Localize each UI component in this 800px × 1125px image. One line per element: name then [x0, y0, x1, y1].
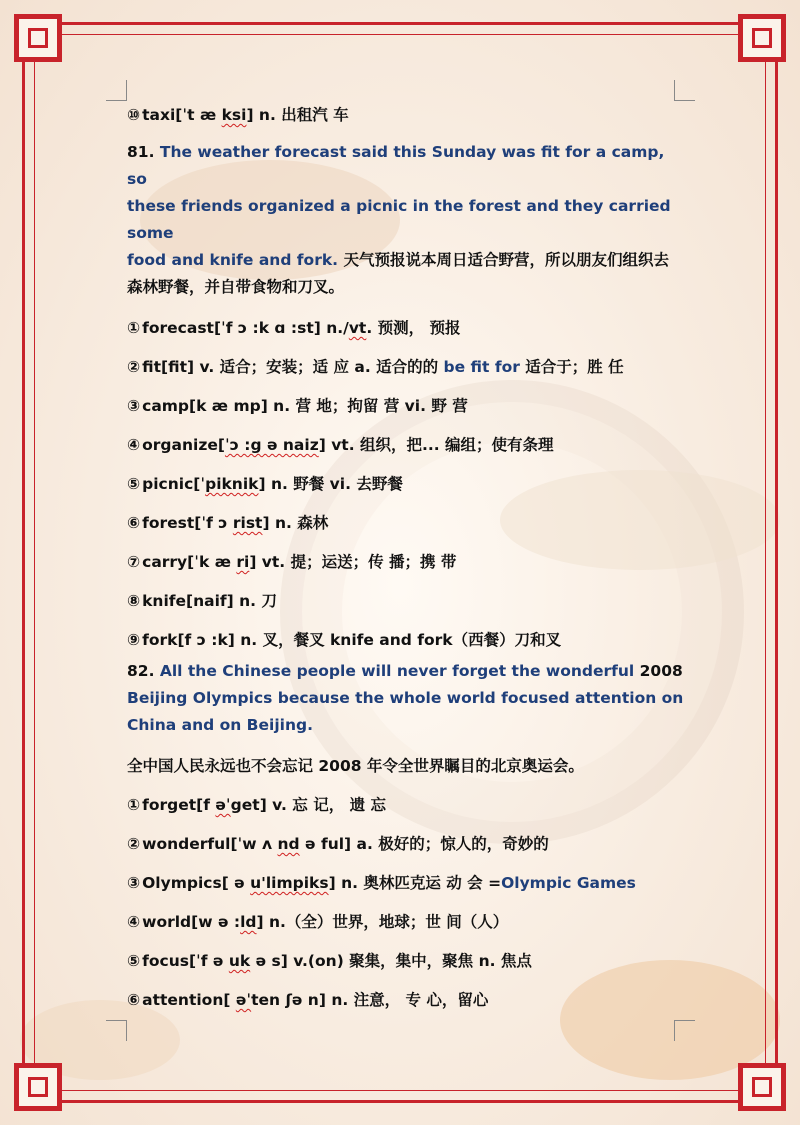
english-sentence: these friends organized a picnic in the forest and they carried some	[127, 197, 671, 242]
english-sentence: All the Chinese people will never forget the wonderful	[159, 662, 635, 680]
vocab-item: ⑦ carry[ˈk æ ri] vt. 提；运送；传 播；携 带	[127, 553, 457, 571]
vocab-item: ④ organize[ˈɔ :g ə naiz] vt. 组织，把... 编组；使有条理	[127, 436, 554, 454]
sentence-81	[127, 139, 687, 301]
sentence-number: 81.	[127, 143, 155, 161]
sentence-82	[127, 658, 687, 739]
english-sentence: food and knife and fork.	[127, 251, 339, 269]
english-sentence: Beijing Olympics because the whole world focused attention on	[127, 689, 684, 707]
vocab-item: ② wonderful[ˈw ʌ nd ə ful] a. 极好的；惊人的，奇妙的	[127, 835, 549, 853]
frame-corner-ornament	[14, 14, 62, 62]
vocab-item: ③ camp[k æ mp] n. 营 地；拘留 营 vi. 野 营	[127, 397, 468, 415]
chinese-translation: 森林野餐，并自带食物和刀叉。	[127, 278, 345, 296]
crop-mark	[674, 80, 695, 101]
vocab-item: ① forget[f əˈget] v. 忘 记， 遗 忘	[127, 796, 386, 814]
sentence-number: 82.	[127, 662, 155, 680]
frame-corner-ornament	[738, 1063, 786, 1111]
vocab-item: ⑥ forest[ˈf ɔ rist] n. 森林	[127, 514, 329, 532]
chinese-translation: 全中国人民永远也不会忘记 2008 年令全世界瞩目的北京奥运会。	[127, 757, 584, 775]
english-sentence: The weather forecast said this Sunday was fit for a camp, so	[127, 143, 665, 188]
vocab-item: ④ world[w ə :ld] n.（全）世界，地球；世 间（人）	[127, 913, 509, 931]
vocab-item: ⑥ attention[ əˈten ʃə n] n. 注意， 专 心，留心	[127, 991, 489, 1009]
vocab-list-81	[127, 313, 687, 664]
vocab-item: ③ Olympics[ ə u'limpiks] n. 奥林匹克运 动 会 =Olympic Games	[127, 874, 636, 892]
vocab-item: ① forecast[ˈf ɔ :k ɑ :st] n./vt. 预测， 预报	[127, 319, 461, 337]
english-sentence: China and on Beijing.	[127, 716, 313, 734]
vocab-item: ⑧ knife[naif] n. 刀	[127, 592, 277, 610]
vocab-list-82	[127, 790, 687, 1024]
crop-mark	[106, 80, 127, 101]
frame-corner-ornament	[14, 1063, 62, 1111]
vocab-item: ⑤ focus[ˈf ə uk ə s] v.(on) 聚集，集中，聚焦 n. 焦点	[127, 952, 532, 970]
vocab-item-taxi: ⑩ taxi[ˈt æ ksi] n. 出租汽 车	[127, 106, 349, 124]
crop-mark	[106, 1020, 127, 1041]
vocab-item: ⑨ fork[f ɔ :k] n. 叉，餐叉 knife and fork（西餐）刀和叉	[127, 631, 562, 649]
vocab-item: ② fit[fit] v. 适合；安装；适 应 a. 适合的的 be fit for 适合于；胜 任	[127, 358, 624, 376]
year-text: 2008	[634, 662, 683, 680]
frame-corner-ornament	[738, 14, 786, 62]
vocab-item: ⑤ picnic[ˈpiknik] n. 野餐 vi. 去野餐	[127, 475, 403, 493]
document-body	[127, 100, 687, 1024]
chinese-translation: 天气预报说本周日适合野营，所以朋友们组织去	[338, 251, 669, 269]
